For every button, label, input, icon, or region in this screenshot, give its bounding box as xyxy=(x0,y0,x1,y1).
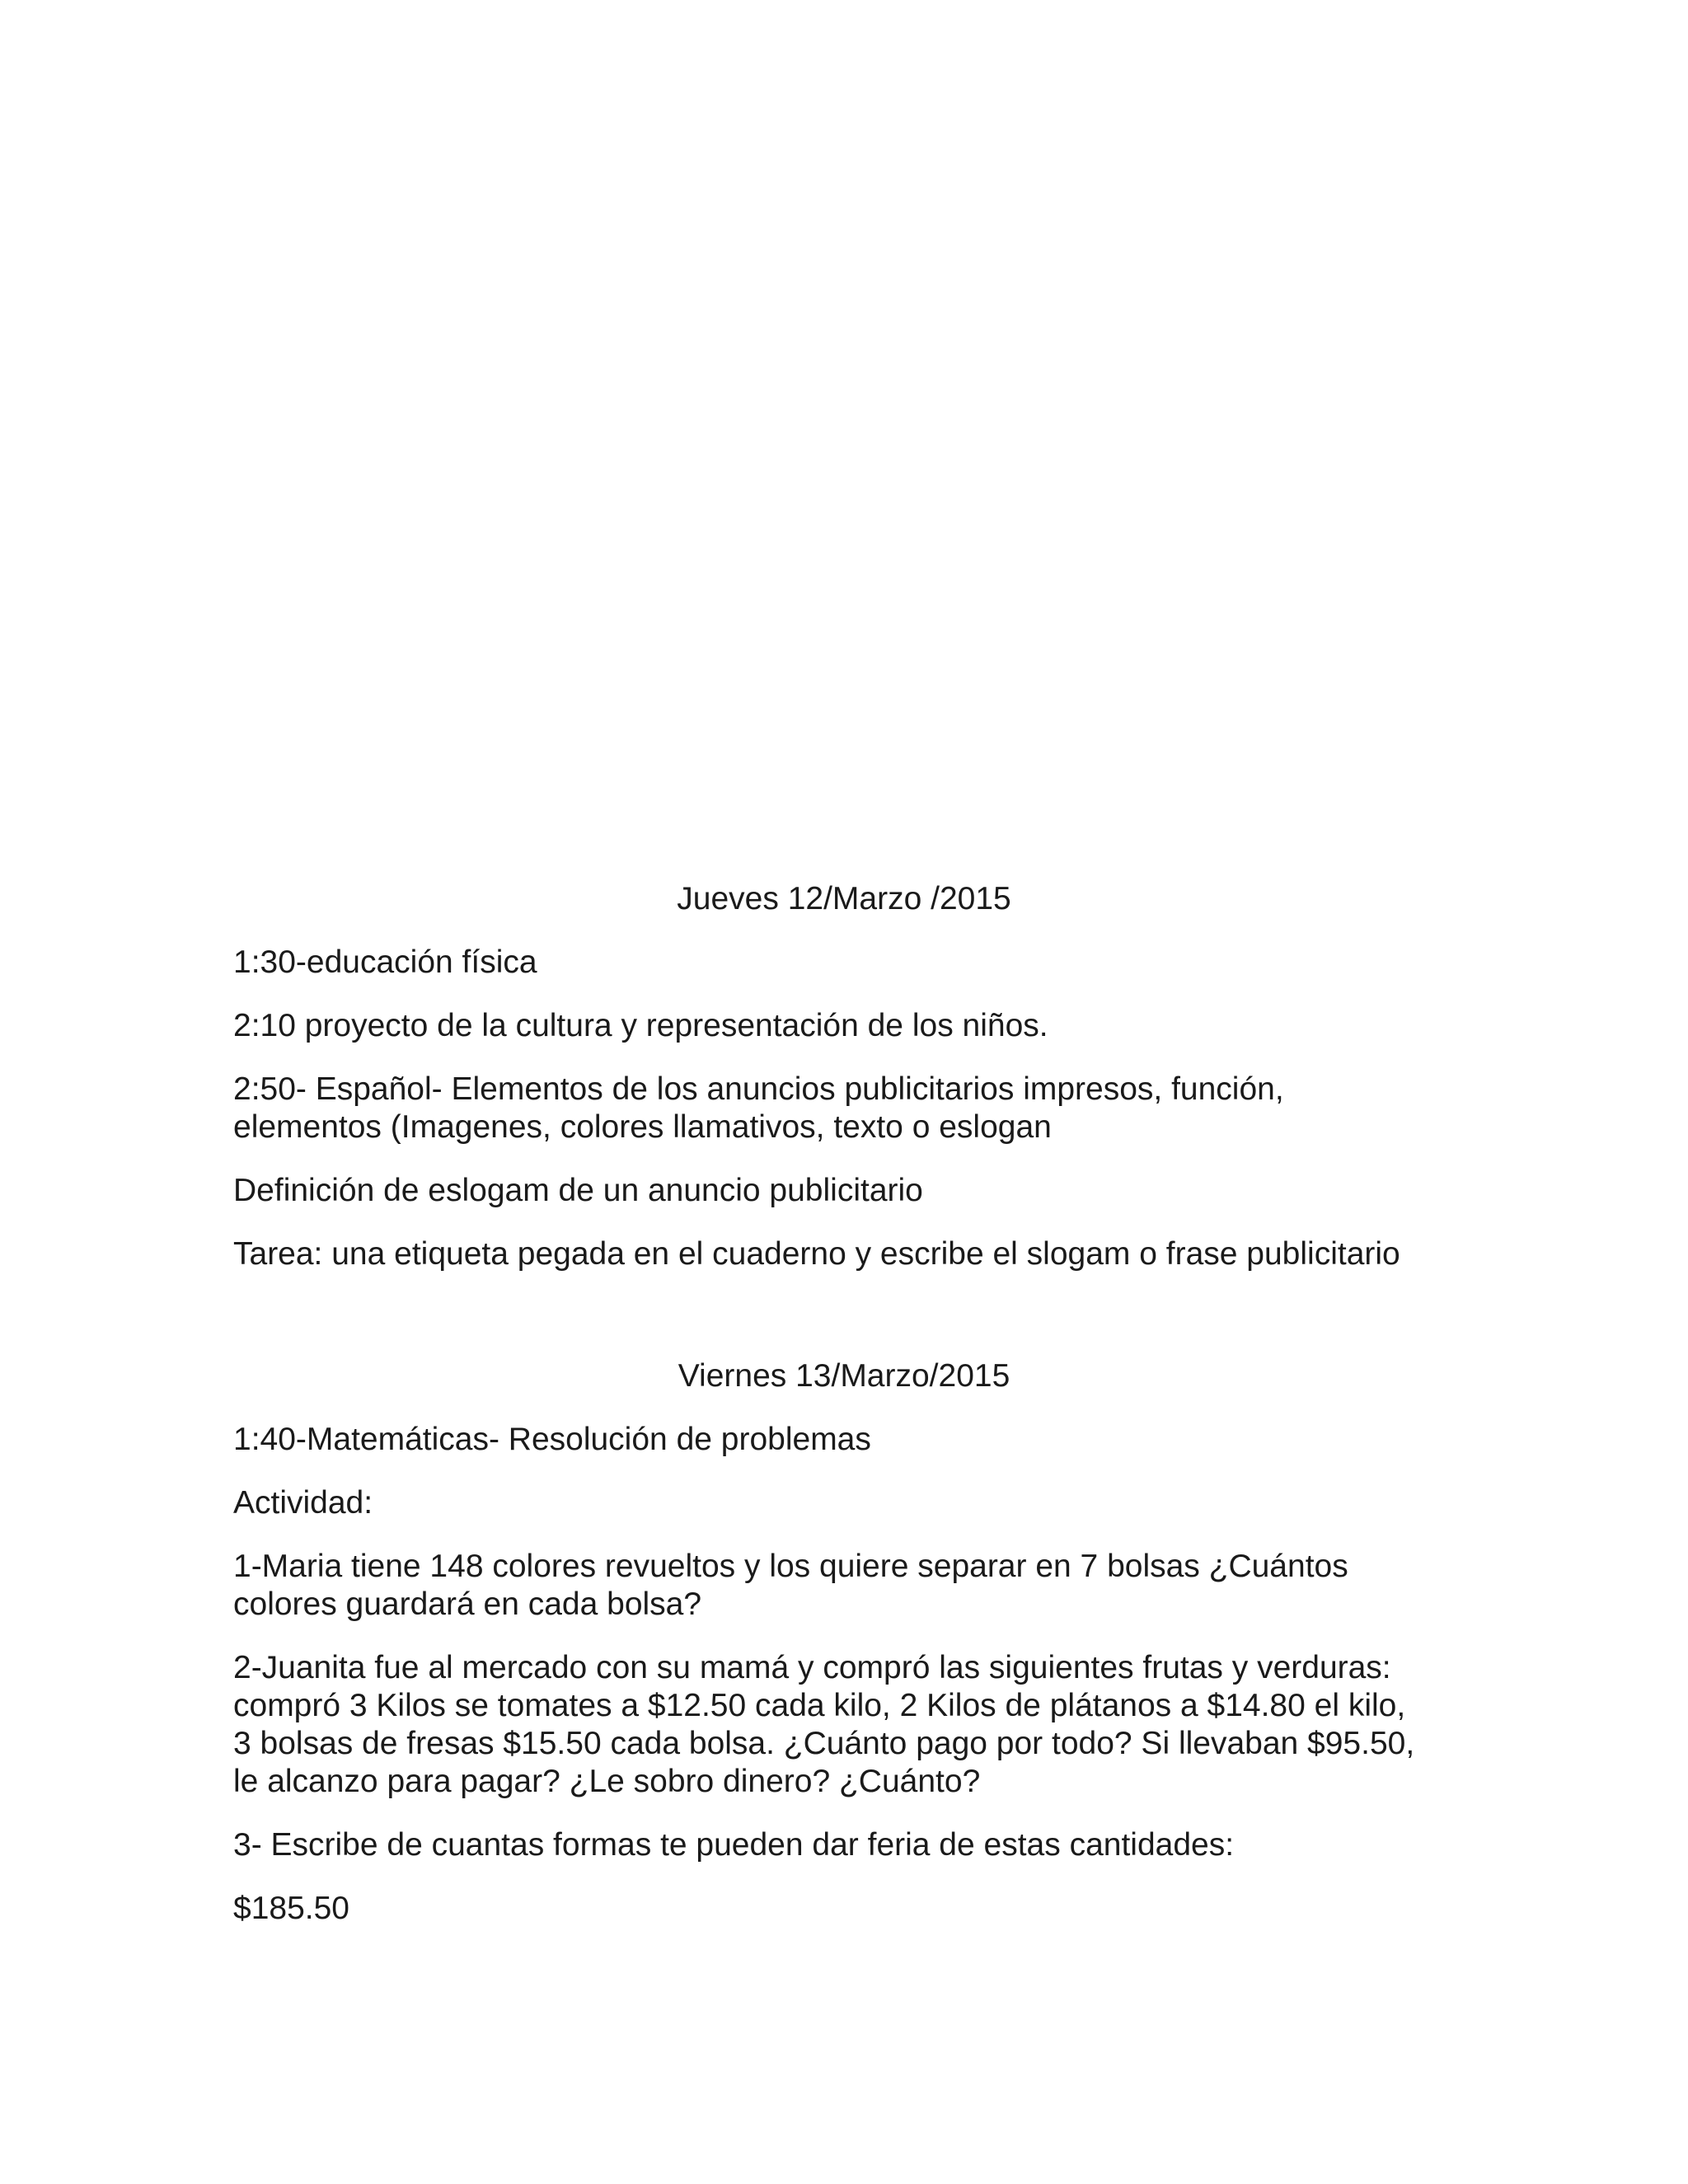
thursday-line-definition: Definición de eslogam de un anuncio publicitario xyxy=(233,1173,923,1208)
friday-heading: Viernes 13/Marzo/2015 xyxy=(678,1358,1010,1394)
friday-problem-2-line-1: 2-Juanita fue al mercado con su mamá y compró las siguientes frutas y verduras: xyxy=(233,1650,1391,1685)
thursday-line-spanish-1: 2:50- Español- Elementos de los anuncios publicitarios impresos, función, xyxy=(233,1071,1284,1107)
thursday-line-homework: Tarea: una etiqueta pegada en el cuaderno y escribe el slogam o frase publicitario xyxy=(233,1236,1400,1272)
thursday-line-pe: 1:30-educación física xyxy=(233,944,537,980)
friday-problem-3: 3- Escribe de cuantas formas te pueden dar feria de estas cantidades: xyxy=(233,1827,1235,1863)
friday-problem-1-line-2: colores guardará en cada bolsa? xyxy=(233,1586,702,1622)
friday-problem-2-line-3: 3 bolsas de fresas $15.50 cada bolsa. ¿Cuánto pago por todo? Si llevaban $95.50, xyxy=(233,1726,1415,1761)
thursday-line-spanish-2: elementos (Imagenes, colores llamativos, texto o eslogan xyxy=(233,1109,1052,1145)
friday-problem-2-line-2: compró 3 Kilos se tomates a $12.50 cada kilo, 2 Kilos de plátanos a $14.80 el kilo, xyxy=(233,1688,1406,1723)
thursday-heading: Jueves 12/Marzo /2015 xyxy=(677,881,1011,916)
friday-problem-1-line-1: 1-Maria tiene 148 colores revueltos y los quiere separar en 7 bolsas ¿Cuántos xyxy=(233,1549,1348,1584)
thursday-line-project: 2:10 proyecto de la cultura y representación de los niños. xyxy=(233,1008,1048,1043)
friday-problem-2-line-4: le alcanzo para pagar? ¿Le sobro dinero? ¿Cuánto? xyxy=(233,1764,981,1799)
friday-amount: $185.50 xyxy=(233,1891,349,1926)
friday-line-activity: Actividad: xyxy=(233,1485,373,1521)
friday-line-math: 1:40-Matemáticas- Resolución de problemas xyxy=(233,1422,871,1457)
